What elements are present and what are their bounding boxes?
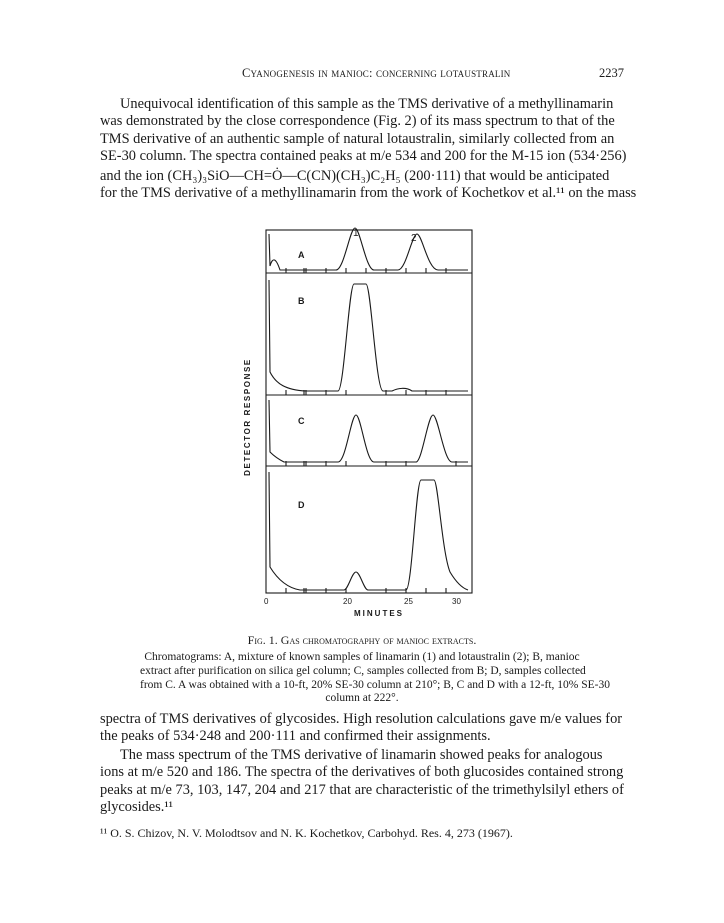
peak-label-2: 2 [411, 233, 417, 244]
trace-panel-c [269, 400, 468, 462]
x-tick-label: 25 [404, 597, 413, 606]
panel-label-b: B [298, 296, 305, 306]
peak-label-1: 1 [353, 228, 359, 239]
panel-label-a: A [298, 250, 305, 260]
figure-caption [140, 651, 610, 706]
text-line: The mass spectrum of the TMS derivative of linamarin showed peaks for analogous [120, 747, 603, 763]
footnote: ¹¹ O. S. Chizov, N. V. Molodtsov and N. K. Kochetkov, Carbohyd. Res. 4, 273 (1967). [100, 826, 513, 840]
text-line: Unequivocal identification of this sample as the TMS derivative of a methyllinamarin [120, 96, 614, 112]
text-line: ions at m/e 520 and 186. The spectra of the derivatives of both glucosides contained strong [100, 764, 624, 781]
caption-line: from C. A was obtained with a 10-ft, 20% SE-30 column at 210°; B, C and D with a 12-ft, 10% SE-30 [140, 678, 610, 691]
paragraph-1 [100, 96, 627, 165]
x-tick-label: 0 [264, 597, 269, 606]
text-line: the peaks of 534·248 and 200·111 and confirmed their assignments. [100, 728, 491, 745]
x-tick-label: 30 [452, 597, 461, 606]
text-line: TMS derivative of an authentic sample of natural lotaustralin, similarly collected from an [100, 130, 615, 147]
chromatogram-svg [226, 222, 496, 622]
page-header [100, 66, 624, 82]
formula-text: and the ion (CH₃)₃SiO—CH=Ȯ—C(CN)(CH₃)C₂H₅ (200·111) that would be anticipated [100, 168, 610, 184]
running-title: Cyanogenesis in manioc: concerning lotaustralin [242, 66, 511, 80]
paragraph-1-end [100, 185, 637, 202]
text-line: SE-30 column. The spectra contained peaks at m/e 534 and 200 for the M-15 ion (534·256) [100, 147, 627, 164]
paragraph-3 [100, 747, 624, 816]
caption-line: column at 222°. [325, 692, 399, 705]
trace-panel-d [269, 472, 468, 590]
panel-label-d: D [298, 500, 305, 510]
figure-frame [266, 230, 472, 593]
text-line: peaks at m/e 73, 103, 147, 204 and 217 that are characteristic of the trimethylsilyl ethers of [100, 781, 624, 798]
text-line: spectra of TMS derivatives of glycosides. High resolution calculations gave m/e values for [100, 711, 623, 727]
chromatogram-figure [226, 222, 496, 622]
panel-label-c: C [298, 416, 305, 426]
caption-line: Chromatograms: A, mixture of known samples of linamarin (1) and lotaustralin (2); B, manioc [144, 651, 580, 663]
y-axis-label: DETECTOR RESPONSE [243, 358, 252, 476]
x-tick-label: 20 [343, 597, 352, 606]
paragraph-2 [100, 711, 624, 746]
text-line: for the TMS derivative of a methyllinamarin from the work of Kochetkov et al.¹¹ on the mass [100, 185, 637, 201]
trace-panel-a [269, 228, 468, 270]
text-line: was demonstrated by the close correspondence (Fig. 2) of its mass spectrum to that of the [100, 113, 615, 130]
figure-caption-title: Fig. 1. Gas chromatography of manioc extracts. [247, 633, 477, 647]
text-line: glycosides.¹¹ [100, 798, 173, 815]
page-number: 2237 [599, 66, 624, 80]
caption-line: extract after purification on silica gel column; C, samples collected from B; D, samples collected [140, 664, 586, 677]
x-axis-label: MINUTES [354, 609, 404, 618]
formula-line [100, 168, 624, 185]
